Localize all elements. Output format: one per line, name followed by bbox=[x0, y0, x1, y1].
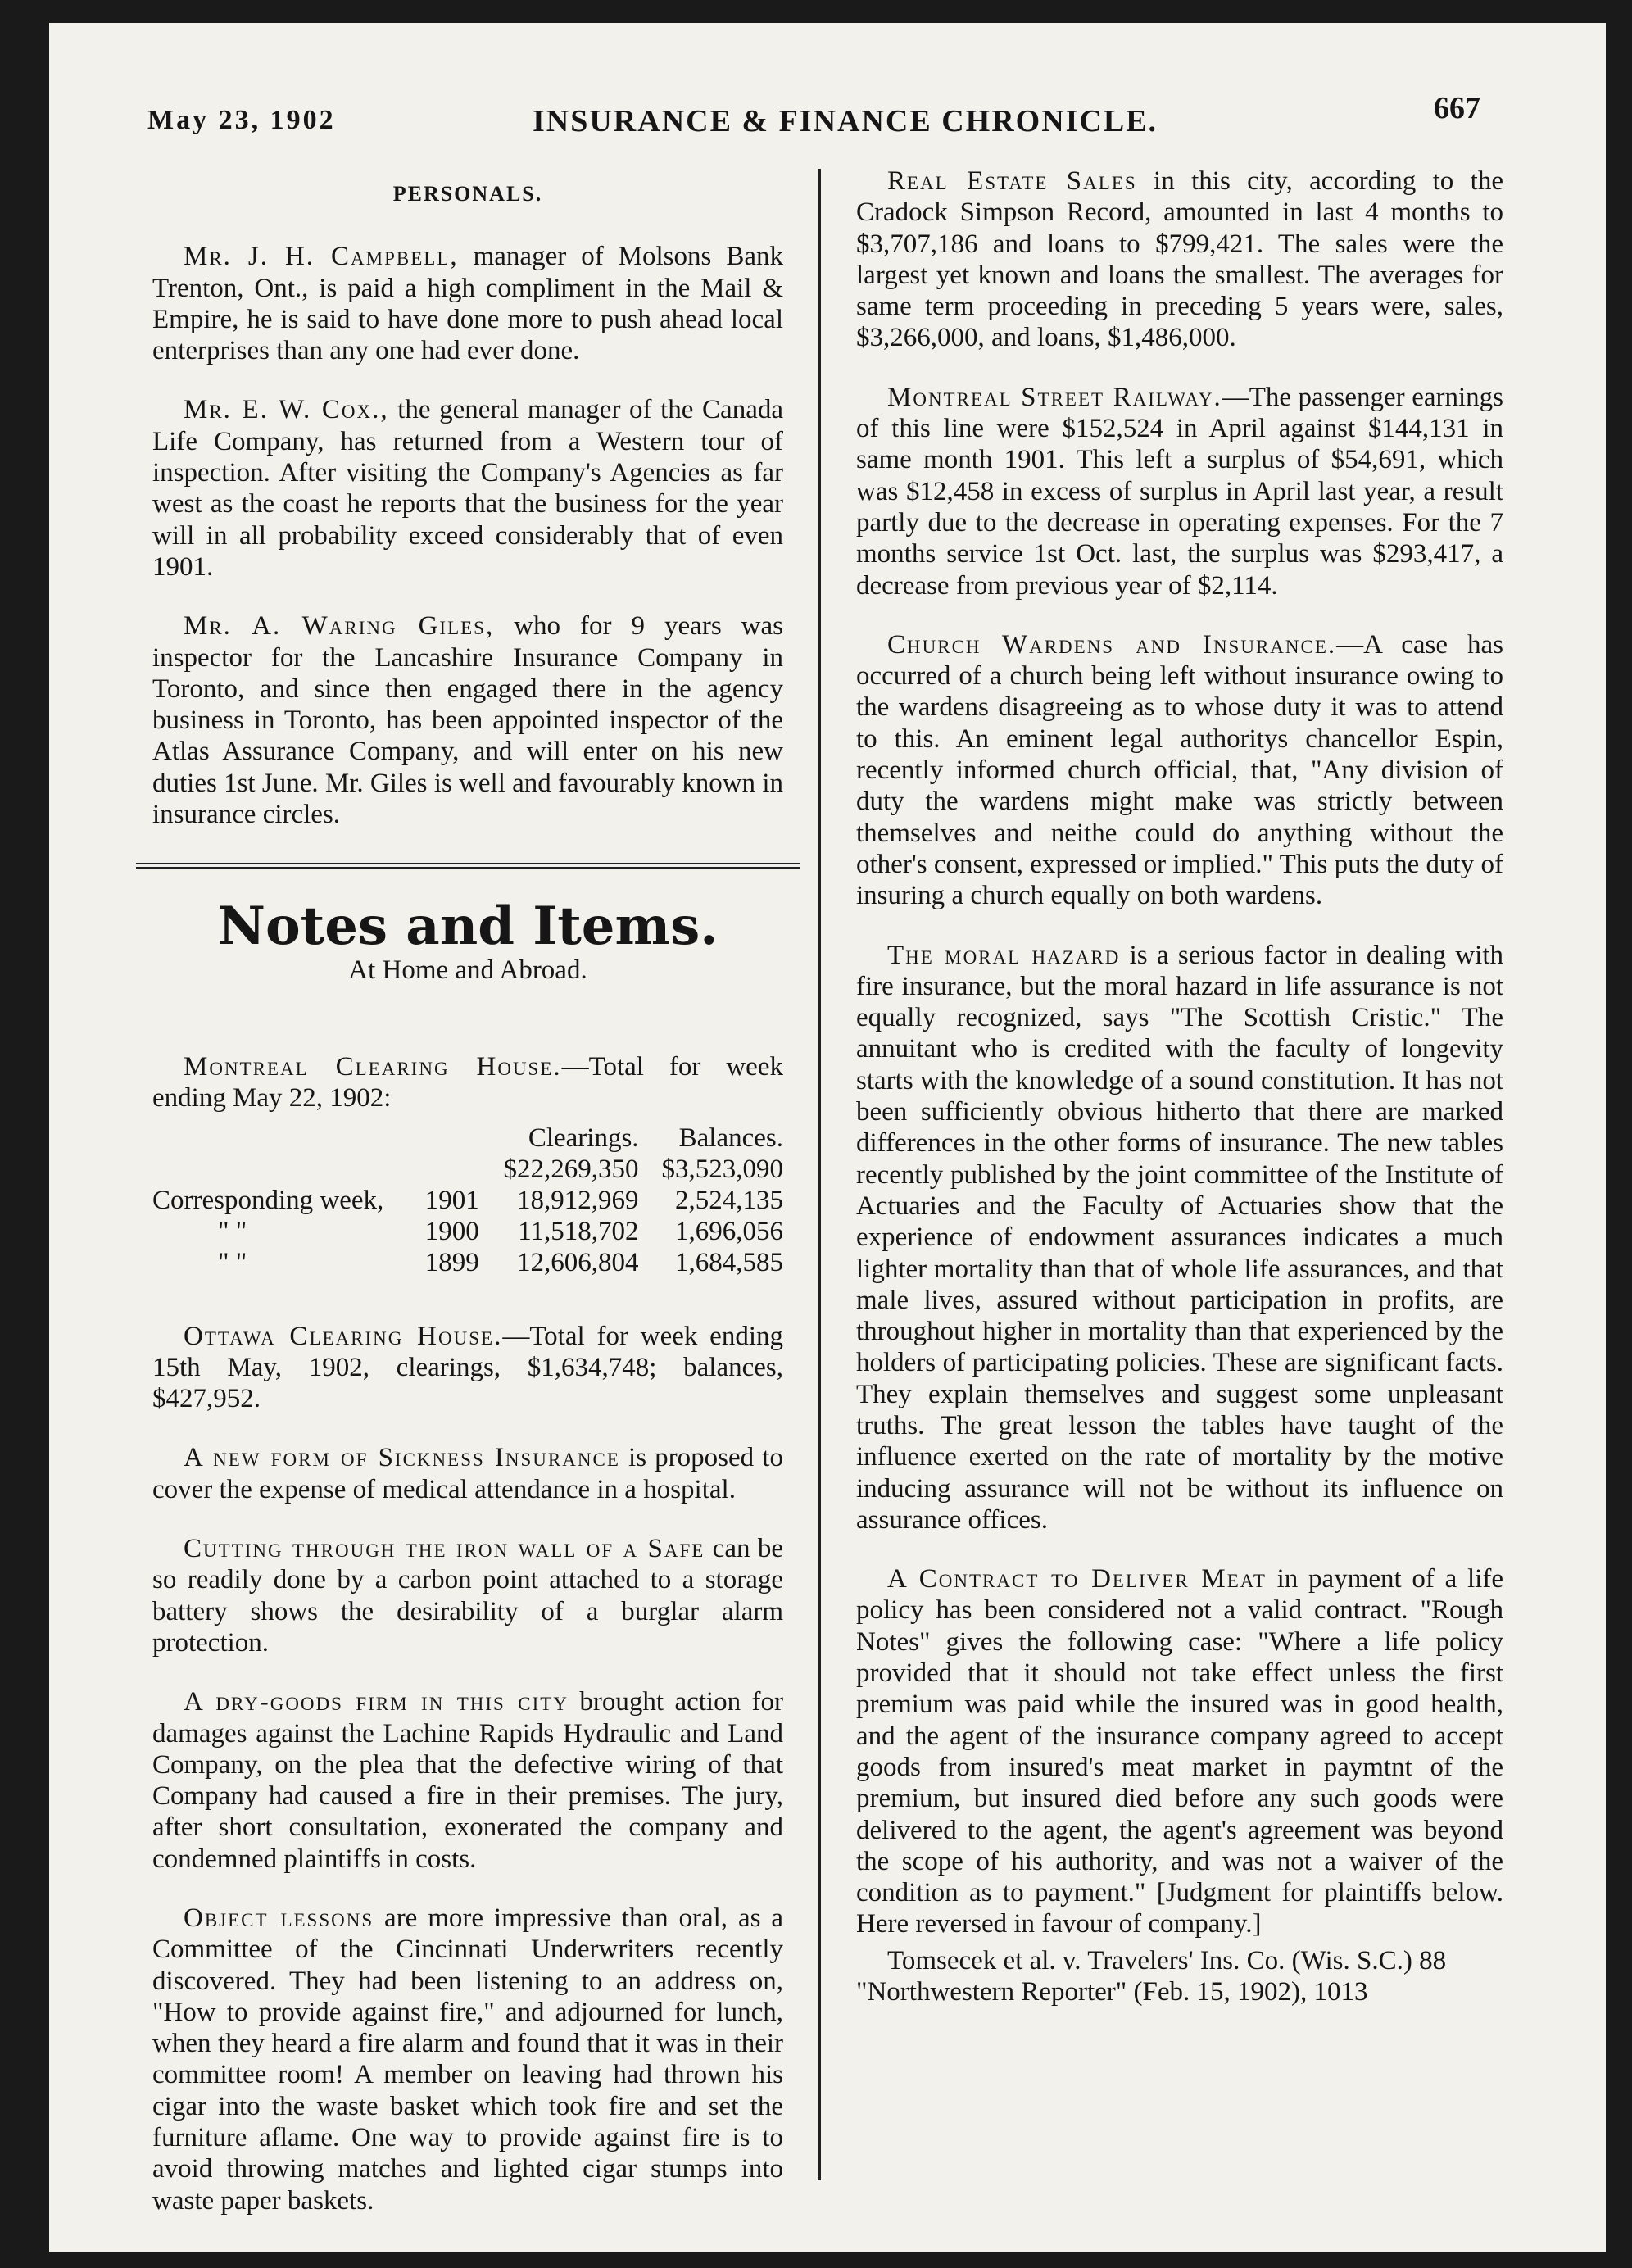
table-row: Corresponding week, 1901 18,912,969 2,524,135 bbox=[152, 1185, 783, 1215]
sickness-insurance-item bbox=[152, 1442, 783, 1505]
paragraph-body: is proposed to cover the expense of medical attendance in a hospital. bbox=[152, 1443, 783, 1504]
lead-in: Montreal Clearing House. bbox=[184, 1051, 562, 1082]
paragraph-body: is a serious factor in dealing with fire insurance, but the moral hazard in life assurance is not equally recognized, says "The Scottish Cristic." The annuitant who is credited with the faculty of longevity starts with the knowledge of a sound constitution. It has not been sufficiently obvious hitherto that there are marked differences in the other forms of insurance. The new tables recently published by the joint committee of the Institute of Actuaries and the Faculty of Actuaries show that the experience of endowment assurances indicates a much lighter mortality than that of whole life assurances, and that male lives, assured without participation in profits, are throughout higher in mortality than that experienced by the holders of participating policies. These are significant facts. They explain themselves and suggest some unpleasant truths. The great lesson the tables have taught of the influence exerted on the rate of mortality by the motive inducing assurance will not be without its influence on assurance offices. bbox=[856, 940, 1503, 1535]
case-citation: Tomsecek et al. v. Travelers' Ins. Co. (Wis. S.C.) 88 "Northwestern Reporter" (Feb. 15, 1902), 1013 bbox=[856, 1945, 1447, 2007]
lead-in: A new form of Sickness Insurance bbox=[184, 1443, 620, 1473]
clearings-header: Clearings. bbox=[528, 1123, 639, 1153]
paragraph-body: are more impressive than oral, as a Committee of the Cincinnati Underwriters recently discovered. They had been listening to an address on, "How to provide against fire," and adjourned for lunch, when they heard a fire alarm and found that it was in their committee room! A member on leaving had thrown his cigar into the waste basket which took fire and set the furniture aflame. One way to provide against fire is to avoid throwing matches and lighted cigar stumps into waste paper baskets. bbox=[152, 1903, 783, 2216]
lead-in: Object lessons bbox=[184, 1903, 374, 1933]
paragraph-body: manager of Molsons Bank Trenton, Ont., is paid a high compliment in the Mail & Empire, he is said to have done more to push ahead local enterprises than any one had ever done. bbox=[152, 242, 783, 366]
lead-in: A Contract to Deliver Meat bbox=[887, 1564, 1267, 1594]
lead-in: The moral hazard bbox=[887, 940, 1121, 970]
moral-hazard-item bbox=[856, 940, 1503, 1536]
montreal-clearing-house bbox=[152, 1051, 783, 1114]
notes-items-heading: Notes and Items. bbox=[217, 896, 719, 958]
lead-in: Church Wardens and Insurance. bbox=[887, 629, 1337, 660]
right-column bbox=[856, 166, 1503, 2007]
issue-date: May 23, 1902 bbox=[147, 105, 336, 135]
real-estate-sales-item bbox=[856, 166, 1503, 354]
church-wardens-item bbox=[856, 629, 1503, 912]
paragraph-body: can be so readily done by a carbon point attached to a storage battery shows the desirability of a burglar alarm protection. bbox=[152, 1534, 783, 1658]
object-lessons-item bbox=[152, 1903, 783, 2216]
clearing-table bbox=[152, 1123, 783, 1278]
table-row: " " 1900 11,518,702 1,696,056 bbox=[218, 1216, 783, 1246]
lead-in: Mr. E. W. Cox., bbox=[184, 395, 389, 425]
safe-cutting-item bbox=[152, 1533, 783, 1658]
scanned-page bbox=[49, 23, 1606, 2252]
paragraph-body: —Total for week ending 15th May, 1902, clearings, $1,634,748; balances, $427,952. bbox=[152, 1321, 783, 1414]
paragraph-body: in payment of a life policy has been considered not a valid contract. "Rough Notes" gives the following case: "Where a life policy provided that it should not take effect unless the first premium was paid while the insured was in good health, and the agent of the insurance company agreed to accept goods from insured's meat market in paymtnt of the premium, but insured died before any such goods were delivered to the agent, the agent's agreement was beyond the scope of his authority, and was not a waiver of the condition as to payment." [Judgment for plaintiffs below. Here reversed in favour of company.] bbox=[856, 1564, 1503, 1939]
table-row: $22,269,350 $3,523,090 bbox=[503, 1154, 783, 1184]
paragraph-body: —The passenger earnings of this line were $152,524 in April against $144,131 in same month 1901. This left a surplus of $54,691, which was $12,458 in excess of surplus in April last year, a result partly due to the decrease in operating expenses. For the 7 months service 1st Oct. last, the surplus was $293,417, a decrease from previous year of $2,114. bbox=[856, 382, 1503, 601]
personal-campbell bbox=[152, 241, 783, 366]
table-row: " " 1899 12,606,804 1,684,585 bbox=[218, 1247, 783, 1277]
street-railway-item bbox=[856, 382, 1503, 601]
column-divider bbox=[818, 169, 821, 2180]
clearing-table-header bbox=[152, 1123, 783, 1154]
lead-in: Ottawa Clearing House. bbox=[184, 1321, 503, 1351]
paragraph-body: the general manager of the Canada Life Company, has returned from a Western tour of inspection. After visiting the Company's Agencies as far west as the coast he reports that the business for the year will in all probability exceed considerably that of even 1901. bbox=[152, 395, 783, 582]
meat-contract-item bbox=[856, 1563, 1503, 1940]
section-rule bbox=[136, 863, 800, 869]
paragraph-body: brought action for damages against the Lachine Rapids Hydraulic and Land Company, on the plea that the defective wiring of that Company had caused a fire in their premises. The jury, after short consultation, exonerated the company and condemned plaintiffs in costs. bbox=[152, 1687, 783, 1874]
page-number: 667 bbox=[1434, 91, 1480, 125]
personal-cox bbox=[152, 394, 783, 583]
paragraph-body: who for 9 years was inspector for the Lancashire Insurance Company in Toronto, and since then engaged there in the agency business in Toronto, has been appointed inspector of the Atlas Assurance Company, and will enter on his new duties 1st June. Mr. Giles is well and favourably known in insurance circles. bbox=[152, 611, 783, 830]
page-header bbox=[49, 72, 1606, 138]
lead-in: A dry-goods firm in this city bbox=[184, 1687, 569, 1717]
lead-in: Cutting through the iron wall of a Safe bbox=[184, 1534, 705, 1564]
paragraph-body: —Total for week ending May 22, 1902: bbox=[152, 1051, 783, 1114]
balances-header: Balances. bbox=[678, 1123, 783, 1153]
personals-heading: PERSONALS. bbox=[392, 182, 543, 206]
lead-in: Real Estate Sales bbox=[887, 166, 1137, 196]
publication-title: INSURANCE & FINANCE CHRONICLE. bbox=[533, 104, 1158, 138]
notes-items-subheading: At Home and Abroad. bbox=[348, 955, 587, 985]
paragraph-body: in this city, according to the Cradock Simpson Record, amounted in last 4 months to $3,707,186 and loans to $799,421. The sales were the largest yet known and loans the smallest. The averages for same term proceeding in preceding 5 years were, sales, $3,266,000, and loans, $1,486,000. bbox=[856, 166, 1504, 353]
lead-in: Montreal Street Railway. bbox=[887, 382, 1222, 412]
ottawa-clearing-house bbox=[152, 1321, 783, 1415]
lead-in: Mr. A. Waring Giles, bbox=[184, 611, 495, 642]
left-column bbox=[152, 179, 783, 2244]
paragraph-body: —A case has occurred of a church being left without insurance owing to the wardens disagreeing as to whose duty it was to attend to this. An eminent legal authoritys chancellor Espin, recently informed church official, that, "Any division of duty the wardens might make was strictly between themselves and neithe could do anything without the other's consent, expressed or implied." This puts the duty of insuring a church equally on both wardens. bbox=[856, 629, 1503, 911]
lead-in: Mr. J. H. Campbell, bbox=[184, 242, 459, 272]
personal-giles bbox=[152, 610, 783, 830]
dry-goods-firm-item bbox=[152, 1686, 783, 1875]
